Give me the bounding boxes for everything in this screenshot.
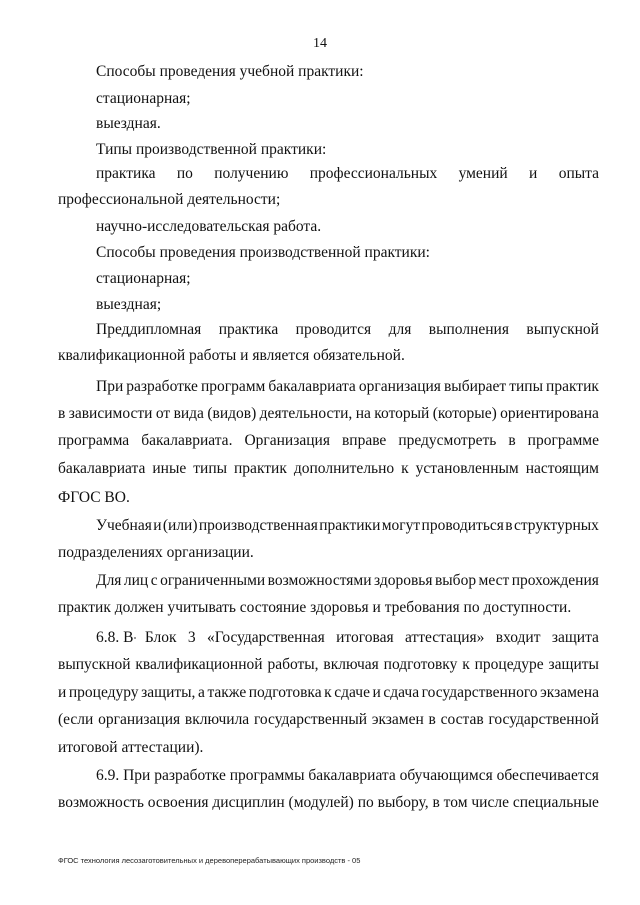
word: сдаче bbox=[334, 684, 370, 701]
text-line: профессиональной деятельности; bbox=[58, 191, 281, 208]
text-line: Типы производственной практики: bbox=[96, 141, 327, 158]
word: и bbox=[153, 517, 162, 534]
word: опыта bbox=[558, 165, 599, 182]
document-footer: ФГОС технология лесозаготовительных и деревоперерабатывающих производств - 05 bbox=[58, 856, 361, 865]
justified-line bbox=[58, 459, 599, 479]
word: разработке bbox=[154, 767, 226, 784]
word: прохождения bbox=[511, 572, 599, 589]
justified-line bbox=[96, 377, 599, 397]
word: в bbox=[505, 517, 513, 534]
word: по bbox=[357, 794, 374, 811]
text-line: выездная. bbox=[96, 115, 161, 132]
word: (видов) bbox=[207, 405, 257, 422]
word: числе bbox=[471, 794, 509, 811]
word: входит bbox=[495, 629, 541, 646]
word: включая bbox=[323, 656, 379, 673]
word: Для bbox=[96, 572, 122, 589]
word: выпускной bbox=[58, 656, 131, 673]
word: (которые) bbox=[432, 405, 497, 422]
word: Преддипломная bbox=[96, 321, 202, 338]
word: бакалавриата bbox=[308, 767, 396, 784]
word: проводиться bbox=[421, 517, 504, 534]
text-line: Способы проведения производственной практики: bbox=[96, 244, 430, 261]
word: к bbox=[462, 656, 470, 673]
justified-line bbox=[58, 793, 599, 813]
word: практики bbox=[319, 517, 381, 534]
word: установленным bbox=[415, 460, 519, 477]
text-line: квалификационной работы и является обязательной. bbox=[58, 347, 405, 364]
justified-line bbox=[96, 766, 599, 786]
justified-line bbox=[96, 571, 599, 591]
justified-line bbox=[96, 164, 599, 184]
word: ориентирована bbox=[500, 405, 599, 422]
word: (или) bbox=[162, 517, 198, 534]
word: программ bbox=[200, 378, 266, 395]
word: освоения bbox=[147, 794, 209, 811]
text-line: ФГОС ВО. bbox=[58, 489, 130, 506]
word: зависимости bbox=[68, 405, 153, 422]
justified-line bbox=[58, 655, 599, 675]
word: иные bbox=[152, 460, 187, 477]
word: бакалавриата bbox=[268, 378, 356, 395]
word: в bbox=[432, 794, 440, 811]
word: также bbox=[207, 684, 247, 701]
word: государственной bbox=[488, 711, 599, 728]
word: выбор bbox=[434, 572, 477, 589]
word: защита bbox=[551, 629, 599, 646]
word: и bbox=[58, 684, 67, 701]
word: сдача bbox=[383, 684, 420, 701]
word: профессиональных bbox=[309, 165, 438, 182]
word: том bbox=[443, 794, 468, 811]
scan-speck bbox=[134, 637, 136, 639]
word: в bbox=[428, 711, 436, 728]
text-line: Способы проведения учебной практики: bbox=[96, 63, 364, 80]
word: в bbox=[508, 432, 516, 449]
word: вправе bbox=[341, 432, 387, 449]
word: практик bbox=[546, 378, 599, 395]
word: на bbox=[355, 405, 371, 422]
word: аттестация» bbox=[404, 629, 485, 646]
word: типы bbox=[509, 378, 543, 395]
word: получению bbox=[214, 165, 289, 182]
word: выбирает bbox=[443, 378, 507, 395]
justified-line bbox=[58, 404, 599, 424]
word: с bbox=[150, 572, 158, 589]
word: к bbox=[324, 684, 332, 701]
justified-line bbox=[96, 320, 599, 340]
word: (если bbox=[58, 711, 94, 728]
word: процедуру bbox=[68, 684, 139, 701]
word: «Государственная bbox=[206, 629, 325, 646]
word: проводится bbox=[295, 321, 372, 338]
word: деятельности, bbox=[259, 405, 353, 422]
page-number: 14 bbox=[313, 36, 327, 51]
word: дополнительно bbox=[293, 460, 395, 477]
word: возможностями bbox=[267, 572, 372, 589]
word: и bbox=[372, 684, 381, 701]
word: Блок bbox=[144, 629, 177, 646]
word: подготовку bbox=[383, 656, 458, 673]
word: и bbox=[529, 165, 538, 182]
word: типы bbox=[193, 460, 228, 477]
word: от bbox=[155, 405, 171, 422]
word: программа bbox=[58, 432, 130, 449]
word: бакалавриата bbox=[58, 460, 146, 477]
word: защиты bbox=[548, 656, 599, 673]
word: могут bbox=[381, 517, 421, 534]
word: организация bbox=[98, 711, 181, 728]
word: работы, bbox=[267, 656, 319, 673]
word: вида bbox=[173, 405, 204, 422]
word: выполнения bbox=[428, 321, 509, 338]
word: процедуре bbox=[474, 656, 544, 673]
word: умений bbox=[458, 165, 508, 182]
word: предусмотреть bbox=[398, 432, 497, 449]
text-line: итоговой аттестации). bbox=[58, 739, 204, 756]
word: При bbox=[123, 767, 151, 784]
word: (модулей) bbox=[288, 794, 354, 811]
word: структурных bbox=[513, 517, 599, 534]
text-line: практик должен учитывать состояние здоровья и требования по доступности. bbox=[58, 599, 572, 616]
word: выпускной bbox=[526, 321, 599, 338]
word: защиты, bbox=[141, 684, 196, 701]
word: включила bbox=[184, 711, 250, 728]
word: для bbox=[388, 321, 412, 338]
word: квалификационной bbox=[135, 656, 263, 673]
word: программы bbox=[229, 767, 305, 784]
word: обеспечивается bbox=[496, 767, 599, 784]
justified-line bbox=[58, 683, 599, 703]
word: 3 bbox=[187, 629, 196, 646]
word: экзамена bbox=[540, 684, 599, 701]
word: возможность bbox=[58, 794, 144, 811]
justified-line bbox=[58, 710, 599, 730]
text-line: стационарная; bbox=[96, 270, 191, 287]
word: производственная bbox=[198, 517, 318, 534]
word: 6.9. bbox=[96, 767, 120, 784]
word: ограниченными bbox=[160, 572, 266, 589]
word: в bbox=[58, 405, 66, 422]
word: подготовка bbox=[248, 684, 322, 701]
word: разработке bbox=[126, 378, 198, 395]
justified-line bbox=[96, 628, 599, 648]
word: государственный bbox=[253, 711, 368, 728]
word: организация bbox=[358, 378, 441, 395]
word: а bbox=[197, 684, 205, 701]
word: Учебная bbox=[96, 517, 152, 534]
word: При bbox=[96, 378, 124, 395]
word: экзамен bbox=[371, 711, 424, 728]
word: настоящим bbox=[525, 460, 599, 477]
word: 6.8. В bbox=[96, 629, 134, 646]
justified-line bbox=[96, 516, 599, 536]
word: который bbox=[374, 405, 430, 422]
word: программе bbox=[527, 432, 599, 449]
word: к bbox=[401, 460, 409, 477]
word: Организация bbox=[244, 432, 330, 449]
word: практика bbox=[96, 165, 156, 182]
word: по bbox=[176, 165, 193, 182]
word: состав bbox=[440, 711, 484, 728]
word: здоровья bbox=[373, 572, 433, 589]
word: дисциплин bbox=[212, 794, 285, 811]
word: лиц bbox=[123, 572, 149, 589]
justified-line bbox=[58, 431, 599, 451]
text-line: научно-исследовательская работа. bbox=[96, 218, 322, 235]
word: практика bbox=[218, 321, 279, 338]
word: практик bbox=[234, 460, 287, 477]
word: обучающимся bbox=[399, 767, 493, 784]
word: мест bbox=[478, 572, 510, 589]
word: выбору, bbox=[377, 794, 429, 811]
text-line: стационарная; bbox=[96, 90, 191, 107]
text-line: выездная; bbox=[96, 296, 162, 313]
word: государственного bbox=[421, 684, 538, 701]
word: бакалавриата. bbox=[141, 432, 233, 449]
word: специальные bbox=[512, 794, 599, 811]
word: итоговая bbox=[336, 629, 394, 646]
text-line: подразделениях организации. bbox=[58, 544, 254, 561]
